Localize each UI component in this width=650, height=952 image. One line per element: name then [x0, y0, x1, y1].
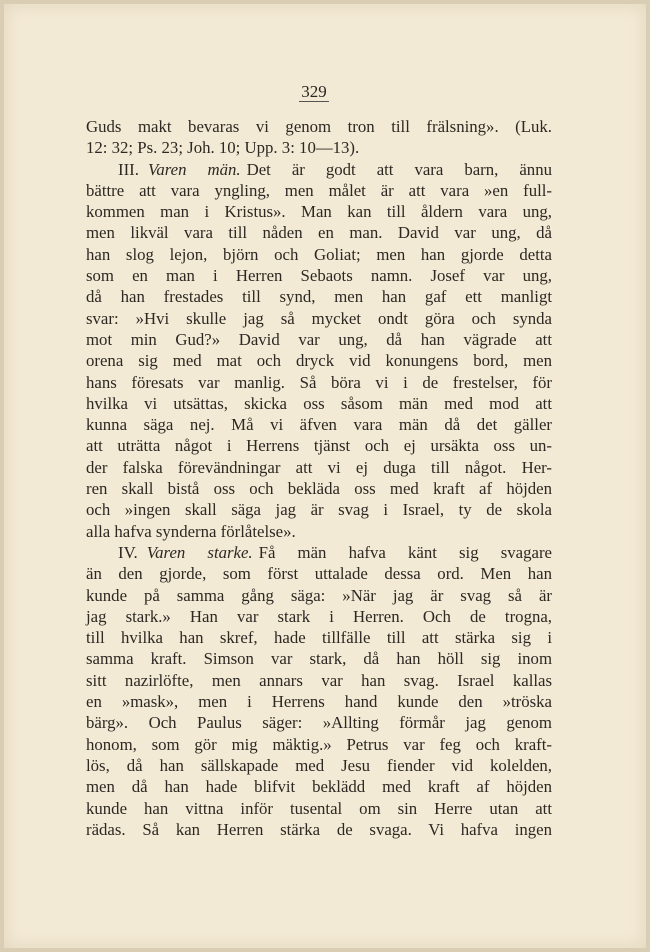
- text-line: men då han hade blifvit beklädd med kraft af höjden: [86, 777, 552, 797]
- section-title: Varen starke.: [146, 542, 253, 562]
- text-line-segment: Få män hafva känt sig svagare: [258, 542, 552, 562]
- text-line: kunna säga nej. Må vi äfven vara män då det gäller: [86, 415, 552, 435]
- section-heading-line: [86, 159, 552, 180]
- text-line: att uträtta något i Herrens tjänst och ej ursäkta oss un-: [86, 436, 552, 456]
- book-page: [4, 4, 646, 948]
- text-line: rädas. Så kan Herren stärka de svaga. Vi hafva ingen: [86, 819, 552, 839]
- body-text: [86, 116, 552, 840]
- text-line: hvilka vi utsättas, skicka oss såsom män med mod att: [86, 393, 552, 413]
- text-line: ren skall bistå oss och bekläda oss med kraft af höjden: [86, 479, 552, 499]
- text-line: 12: 32; Ps. 23; Joh. 10; Upp. 3: 10—13).: [86, 138, 360, 158]
- text-line: men likväl vara till nåden en man. David var ung, då: [86, 223, 552, 243]
- text-line: sitt nazirlöfte, men annars var han svag. Israel kallas: [86, 670, 552, 690]
- text-line-segment: Det är godt att vara barn, ännu: [246, 159, 552, 179]
- text-line: orena sig med mat och dryck vid konungens bord, men: [86, 351, 552, 371]
- page-number: 329: [301, 82, 327, 101]
- text-line: en »mask», men i Herrens hand kunde den »tröska: [86, 692, 552, 712]
- text-line: hans föresats var manlig. Så böra vi i de frestelser, för: [86, 372, 552, 392]
- section-heading-line: [86, 542, 552, 563]
- text-line: honom, som gör mig mäktig.» Petrus var feg och kraft-: [86, 734, 552, 754]
- text-line: än den gjorde, som först uttalade dessa ord. Men han: [86, 564, 552, 584]
- text-line: jag stark.» Han var stark i Herren. Och de trogna,: [86, 606, 552, 626]
- text-line: bättre att vara yngling, men målet är att vara »en full-: [86, 180, 552, 200]
- section-number: IV.: [118, 542, 138, 562]
- text-line: kunde på samma gång säga: »När jag är svag så är: [86, 585, 552, 605]
- text-line: bärg». Och Paulus säger: »Allting förmår jag genom: [86, 713, 552, 733]
- text-line: Guds makt bevaras vi genom tron till frälsning». (Luk.: [86, 117, 552, 136]
- text-line: som en man i Herren Sebaots namn. Josef var ung,: [86, 266, 552, 286]
- text-line: kommen man i Kristus». Man kan till åldern vara ung,: [86, 202, 552, 222]
- text-line: då han frestades till synd, men han gaf ett manligt: [86, 287, 552, 307]
- text-line: och »ingen skall säga jag är svag i Israel, ty de skola: [86, 500, 552, 520]
- text-line: kunde han vittna inför tusental om sin Herre utan att: [86, 798, 552, 818]
- section-title: Varen män.: [147, 159, 241, 179]
- text-line: lös, då han sällskapade med Jesu fiender vid kolelden,: [86, 755, 552, 775]
- text-line: mot min Gud?» David var ung, då han vägrade att: [86, 329, 552, 349]
- text-line: der falska förevändningar att vi ej duga till något. Her-: [86, 457, 552, 477]
- text-line: till hvilka han skref, hade tillfälle till att stärka sig i: [86, 628, 552, 648]
- text-line: svar: »Hvi skulle jag så mycket ondt göra och synda: [86, 308, 552, 328]
- text-line: samma kraft. Simson var stark, då han höll sig inom: [86, 649, 552, 669]
- section-number: III.: [118, 159, 139, 179]
- text-line: alla hafva synderna förlåtelse».: [86, 521, 296, 541]
- text-line: han slog lejon, björn och Goliat; men han gjorde detta: [86, 244, 552, 264]
